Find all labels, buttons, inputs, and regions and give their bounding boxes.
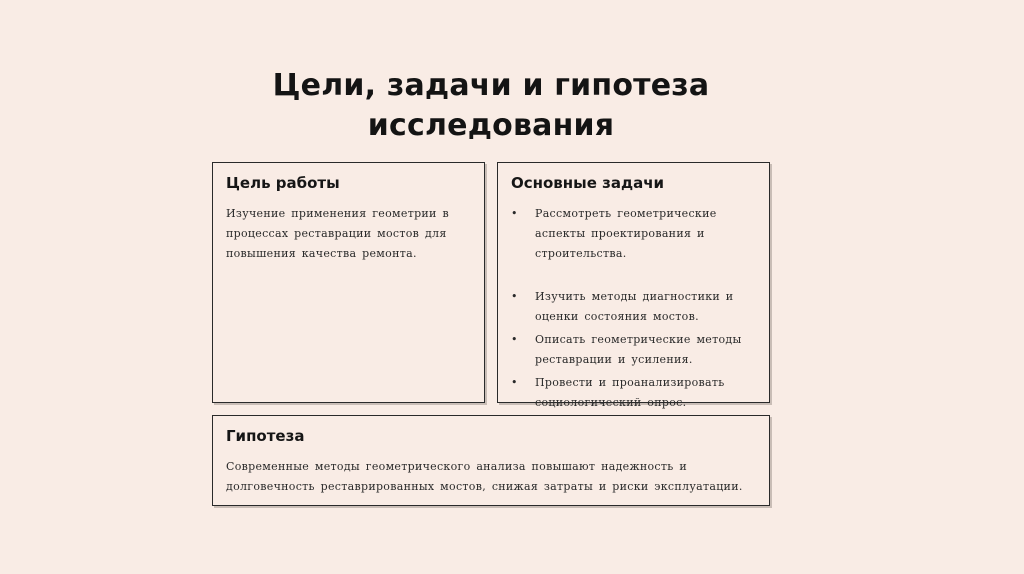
goal-text: Изучение применения геометрии в процессах реставрации мостов для повышения качества ремонта. (226, 207, 449, 260)
task-item (511, 287, 756, 327)
task-item (511, 373, 756, 413)
tasks-heading: Основные задачи (511, 174, 665, 192)
goal-card (212, 162, 485, 403)
tasks-card (497, 162, 770, 409)
hypothesis-text: Современные методы геометрического анализа повышают надежность и долговечность реставрированных мостов, снижая затраты и риски эксплуатации. (226, 460, 743, 493)
slide-title-line1: Цели, задачи и гипотеза (272, 68, 710, 103)
slide-title-line2: исследования (367, 108, 615, 143)
bullet-icon: • (511, 207, 518, 220)
bullet-icon: • (511, 290, 518, 303)
task-item-text: Рассмотреть геометрические аспекты проектирования и строительства. (535, 207, 717, 260)
bullet-icon: • (511, 333, 518, 346)
task-item-text: Провести и проанализировать социологический опрос. (535, 376, 725, 409)
hypothesis-card (212, 415, 770, 506)
hypothesis-heading: Гипотеза (226, 427, 305, 445)
task-item-text: Описать геометрические методы реставрации и усиления. (535, 333, 742, 366)
task-item (511, 204, 756, 264)
goal-heading: Цель работы (226, 174, 340, 192)
task-item-text: Изучить методы диагностики и оценки состояния мостов. (535, 290, 734, 323)
slide-title (212, 66, 770, 146)
bullet-icon: • (511, 376, 518, 389)
tasks-list (511, 204, 756, 413)
task-item (511, 330, 756, 370)
